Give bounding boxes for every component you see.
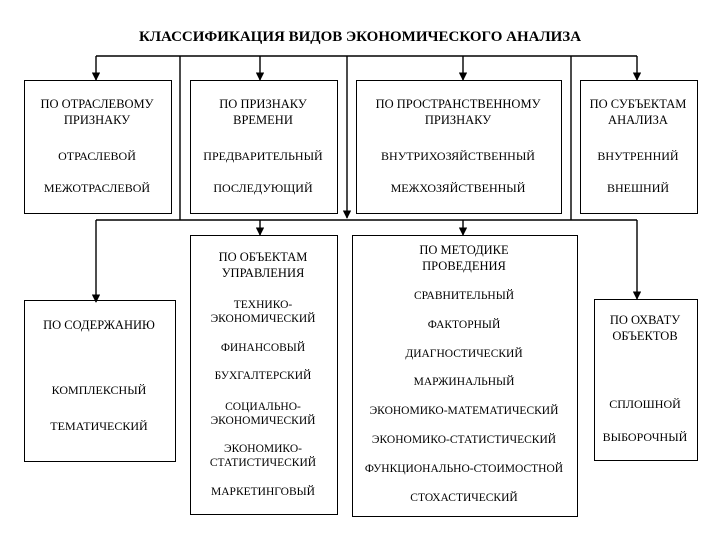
content-item-1: КОМПЛЕКСНЫЙ [51, 383, 147, 397]
method-item-8: СТОХАСТИЧЕСКИЙ [410, 492, 518, 504]
objects-header-line1: ПО ОБЪЕКТАМ [218, 250, 308, 264]
coverage-item-2: ВЫБОРОЧНЫЙ [602, 430, 688, 444]
method-item-7: ФУНКЦИОНАЛЬНО-СТОИМОСТНОЙ [364, 463, 564, 475]
objects-item-6: МАРКЕТИНГОВЫЙ [211, 486, 315, 498]
coverage-header-line2: ОБЪЕКТОВ [612, 329, 678, 343]
method-item-1: СРАВНИТЕЛЬНЫЙ [413, 290, 515, 302]
time-header-line2: ВРЕМЕНИ [233, 113, 293, 127]
content-header: ПО СОДЕРЖАНИЮ [43, 318, 155, 332]
space-item-2: МЕЖХОЗЯЙСТВЕННЫЙ [390, 181, 526, 195]
method-item-6: ЭКОНОМИКО-СТАТИСТИЧЕСКИЙ [371, 434, 557, 446]
objects-item-4: СОЦИАЛЬНО- ЭКОНОМИЧЕСКИЙ [210, 401, 316, 427]
space-header-line1: ПО ПРОСТРАНСТВЕННОМУ [375, 97, 541, 111]
page-title: КЛАССИФИКАЦИЯ ВИДОВ ЭКОНОМИЧЕСКОГО АНАЛИЗА [138, 29, 582, 45]
content-item-2: ТЕМАТИЧЕСКИЙ [50, 419, 148, 433]
method-header-line2: ПРОВЕДЕНИЯ [422, 259, 506, 273]
method-header-line1: ПО МЕТОДИКЕ [419, 243, 509, 257]
objects-item-2: ФИНАНСОВЫЙ [220, 342, 306, 354]
space-header-line2: ПРИЗНАКУ [424, 113, 492, 127]
industry-item-1: ОТРАСЛЕВОЙ [58, 149, 136, 163]
space-item-1: ВНУТРИХОЗЯЙСТВЕННЫЙ [381, 149, 535, 163]
time-item-2: ПОСЛЕДУЮЩИЙ [213, 181, 313, 195]
coverage-header-line1: ПО ОХВАТУ [609, 313, 681, 327]
objects-item-1: ТЕХНИКО- ЭКОНОМИЧЕСКИЙ [210, 299, 316, 325]
method-item-2: ФАКТОРНЫЙ [427, 319, 501, 331]
objects-header-line2: УПРАВЛЕНИЯ [221, 266, 305, 280]
industry-header-line1: ПО ОТРАСЛЕВОМУ [40, 97, 154, 111]
subject-item-1: ВНУТРЕННИЙ [597, 149, 679, 163]
objects-item-3: БУХГАЛТЕРСКИЙ [214, 370, 312, 382]
objects-item-5: ЭКОНОМИКО- СТАТИСТИЧЕСКИЙ [209, 443, 317, 469]
time-item-1: ПРЕДВАРИТЕЛЬНЫЙ [203, 149, 323, 163]
subject-header-line2: АНАЛИЗА [608, 113, 668, 127]
method-item-3: ДИАГНОСТИЧЕСКИЙ [405, 348, 523, 360]
time-header-line1: ПО ПРИЗНАКУ [219, 97, 307, 111]
coverage-item-1: СПЛОШНОЙ [609, 397, 681, 411]
subject-header-line1: ПО СУБЪЕКТАМ [589, 97, 687, 111]
method-item-4: МАРЖИНАЛЬНЫЙ [413, 376, 515, 388]
method-item-5: ЭКОНОМИКО-МАТЕМАТИЧЕСКИЙ [369, 405, 559, 417]
industry-item-2: МЕЖОТРАСЛЕВОЙ [43, 181, 151, 195]
subject-item-2: ВНЕШНИЙ [606, 181, 670, 195]
industry-header-line2: ПРИЗНАКУ [63, 113, 131, 127]
